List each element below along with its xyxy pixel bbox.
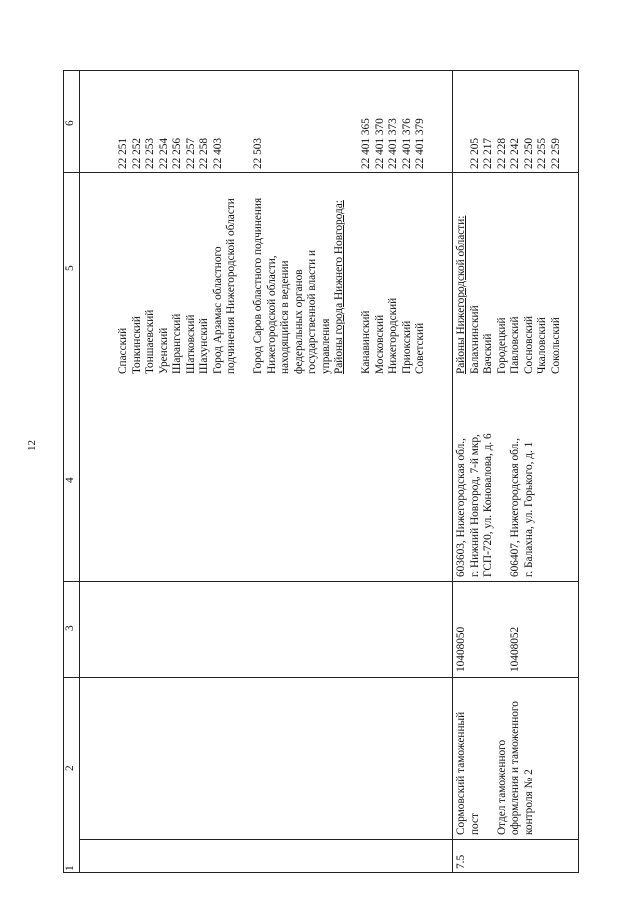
column-number: 5 — [64, 265, 76, 271]
oktmo-code: 22 503 — [252, 137, 264, 169]
district-name: Сокольский — [549, 317, 562, 374]
district-name: Шахунский — [198, 318, 210, 374]
column-divider — [79, 839, 578, 840]
district-name: федеральных органов — [292, 269, 305, 374]
oktmo-code: 22 401 370 — [373, 118, 386, 169]
post-name: пост — [468, 813, 481, 835]
district-name: Шарангский — [171, 313, 183, 374]
district-name: Городецкий — [495, 317, 508, 374]
district-name: Районы города Нижнего Новгорода: — [333, 200, 345, 374]
oktmo-code: 22 257 — [184, 137, 197, 169]
district-name: Нижегородской области, — [265, 255, 278, 374]
oktmo-code: 22 205 — [468, 137, 481, 169]
district-name: Приокский — [400, 320, 413, 374]
column-divider — [452, 71, 453, 872]
district-name: Московский — [373, 314, 386, 374]
post-address: 606407, Нижегородская обл., — [509, 438, 521, 577]
post-address: ГСП-720, ул. Коновалова, д. 6 — [482, 433, 494, 577]
column-number: 3 — [64, 625, 76, 631]
page-number: 12 — [26, 440, 38, 451]
oktmo-code: 22 254 — [157, 137, 170, 169]
post-address: 603603, Нижегородская обл., — [455, 438, 467, 577]
district-name: Сосновский — [522, 315, 535, 374]
district-name: Вачский — [482, 333, 494, 374]
district-name: Балахнинский — [468, 305, 481, 374]
oktmo-code: 22 403 — [211, 137, 224, 169]
district-name: Город Арзамас областного — [211, 246, 224, 374]
district-name: Уренский — [157, 327, 170, 374]
district-name: Чкаловский — [536, 317, 548, 374]
post-address: г. Нижний Новгород, 7-й мкр, — [468, 434, 481, 577]
column-divider — [64, 172, 578, 173]
oktmo-code: 22 401 376 — [400, 118, 413, 169]
column-number: 2 — [64, 765, 76, 771]
district-name: Нижегородский — [387, 297, 399, 374]
post-address: г. Балахна, ул. Горького, д. 1 — [522, 441, 535, 577]
oktmo-code: 22 242 — [509, 137, 521, 169]
oktmo-code: 22 217 — [482, 137, 494, 169]
district-name: Павловский — [509, 316, 521, 374]
column-number: 6 — [64, 120, 76, 126]
oktmo-code: 22 253 — [144, 137, 156, 169]
column-number: 1 — [64, 865, 76, 871]
oktmo-code: 22 259 — [549, 137, 562, 169]
column-divider — [79, 71, 80, 872]
oktmo-code: 22 256 — [171, 137, 183, 169]
oktmo-code: 22 252 — [130, 137, 143, 169]
district-name: Районы Нижегородской области: — [455, 215, 467, 374]
district-name: Тоншаевский — [144, 309, 156, 374]
post-name: Сормовский таможенный — [455, 711, 467, 835]
district-name: Город Саров областного подчинения — [252, 197, 264, 374]
oktmo-code: 22 250 — [522, 137, 535, 169]
oktmo-code: 22 401 379 — [414, 118, 426, 169]
post-name: оформления и таможенного — [509, 701, 521, 835]
oktmo-code: 22 258 — [198, 137, 210, 169]
district-name: Советский — [414, 322, 426, 374]
oktmo-code: 22 401 373 — [387, 118, 399, 169]
district-name: Спасский — [117, 327, 129, 374]
post-name: контроля № 2 — [522, 769, 535, 835]
district-name: государственной власти и — [306, 249, 318, 374]
column-divider — [64, 581, 578, 582]
post-name: Отдел таможенного — [495, 739, 508, 835]
column-divider — [64, 677, 578, 678]
oktmo-code: 22 228 — [495, 137, 508, 169]
district-name: Шатковский — [184, 314, 197, 374]
post-code: 10408052 — [509, 626, 521, 672]
customs-table — [63, 70, 579, 873]
column-number: 4 — [64, 477, 76, 483]
district-name: Тонкинский — [130, 316, 143, 374]
district-name: Канавинский — [360, 310, 372, 374]
post-code: 10408050 — [455, 626, 467, 672]
oktmo-code: 22 251 — [117, 137, 129, 169]
district-name: подчинения Нижегородской области — [225, 198, 237, 374]
oktmo-code: 22 255 — [536, 137, 548, 169]
oktmo-code: 22 401 365 — [360, 118, 372, 169]
row-number: 7.5 — [455, 854, 467, 869]
district-name: находящийся в ведении — [279, 260, 291, 374]
district-name: управления — [319, 318, 332, 374]
